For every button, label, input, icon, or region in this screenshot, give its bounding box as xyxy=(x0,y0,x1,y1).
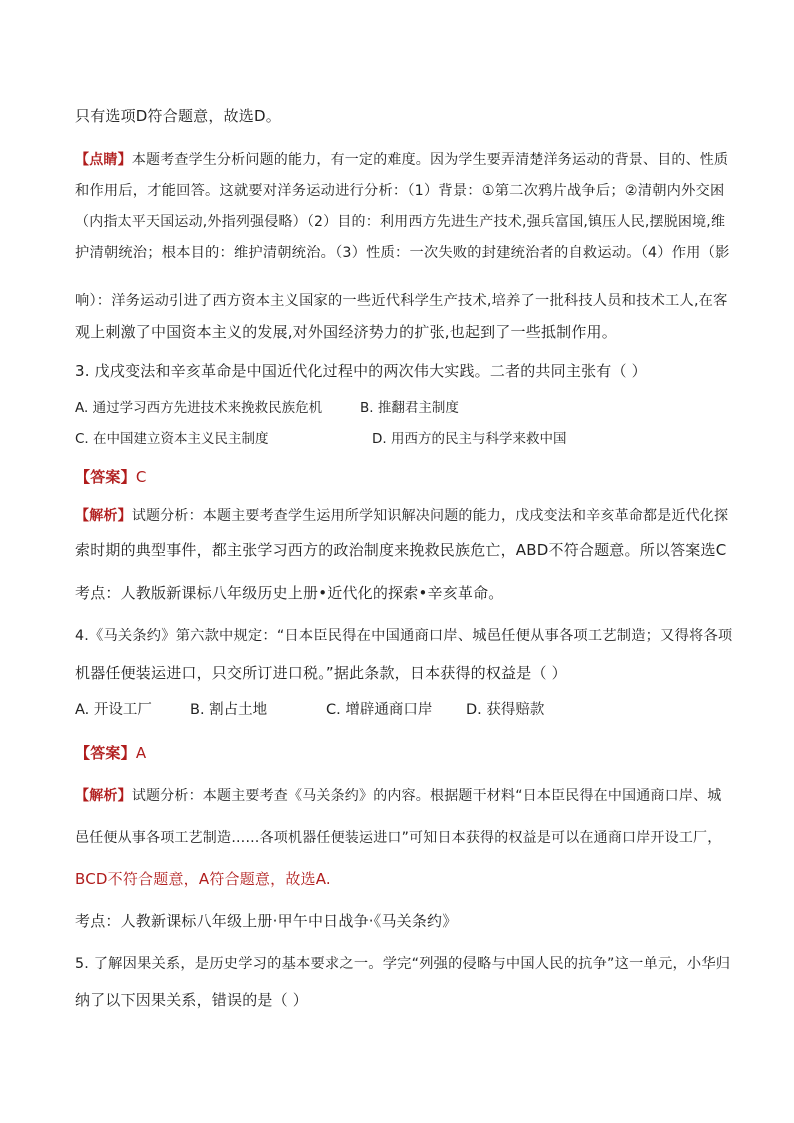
q4-option-d: D. 获得赔款 xyxy=(466,702,545,718)
q4-analysis-line-3: BCD不符合题意，A符合题意，故选A. xyxy=(75,870,331,888)
q4-stem-line-2: 机器任便装运进口，只交所订进口税。”据此条款，日本获得的权益是（ ） xyxy=(75,664,567,682)
q2-conclusion: 只有选项D符合题意，故选D。 xyxy=(75,107,281,125)
tip-tag: 【点睛】 xyxy=(75,152,132,168)
q4-point: 考点：人教新课标八年级上册·甲午中日战争·《马关条约》 xyxy=(75,912,458,930)
q4-option-a: A. 开设工厂 xyxy=(75,702,152,718)
q4-stem-line-1: 4.《马关条约》第六款中规定：“日本臣民得在中国通商口岸、城邑任便从事各项工艺制造；又得将各项 xyxy=(75,628,733,644)
q4-analysis-line-1: 【解析】试题分析：本题主要考查《马关条约》的内容。根据题干材料“日本臣民得在中国通商口岸、城 xyxy=(75,788,722,804)
q3-option-a: A. 通过学习西方先进技术来挽救民族危机 xyxy=(75,400,323,416)
q5-stem-line-1: 5. 了解因果关系，是历史学习的基本要求之一。学完“列强的侵略与中国人民的抗争”这一单元，小华归 xyxy=(75,956,731,972)
q2-tip-line-5: 响）：洋务运动引进了西方资本主义国家的一些近代科学生产技术,培养了一批科技人员和技术工人,在客 xyxy=(75,293,728,309)
q2-tip-line-3: （内指太平天国运动,外指列强侵略）（2）目的：利用西方先进生产技术,强兵富国,镇压人民,摆脱困境,维 xyxy=(75,214,726,230)
q3-stem: 3. 戊戌变法和辛亥革命是中国近代化过程中的两次伟大实践。二者的共同主张有（ ） xyxy=(75,362,647,380)
q3-analysis-line-1: 【解析】试题分析：本题主要考查学生运用所学知识解决问题的能力，戊戌变法和辛亥革命都是近代化探 xyxy=(75,508,729,524)
q3-point: 考点：人教版新课标八年级历史上册•近代化的探索•辛亥革命。 xyxy=(75,584,504,602)
q4-analysis-line-2: 邑任便从事各项工艺制造……各项机器任便装运进口”可知日本获得的权益是可以在通商口岸开设工厂， xyxy=(75,830,722,846)
q4-answer: 【答案】A xyxy=(75,744,147,762)
q5-stem-line-2: 纳了以下因果关系，错误的是（ ） xyxy=(75,991,308,1009)
q2-tip-line-1: 【点睛】本题考查学生分析问题的能力，有一定的难度。因为学生要弄清楚洋务运动的背景、目的、性质 xyxy=(75,152,729,168)
q2-tip-line-4: 护清朝统治；根本目的：维护清朝统治。（3）性质：一次失败的封建统治者的自救运动。（4）作用（影 xyxy=(75,245,730,261)
q2-tip-line-2: 和作用后，才能回答。这就要对洋务运动进行分析：（1）背景：①第二次鸦片战争后；②清朝内外交困 xyxy=(75,183,725,199)
q3-option-d: D. 用西方的民主与科学来救中国 xyxy=(372,431,567,447)
q3-option-c: C. 在中国建立资本主义民主制度 xyxy=(75,431,269,447)
q3-analysis-line-2: 索时期的典型事件，都主张学习西方的政治制度来挽救民族危亡，ABD不符合题意。所以答案选C xyxy=(75,541,727,559)
q4-option-c: C. 增辟通商口岸 xyxy=(326,702,433,718)
q3-option-b: B. 推翻君主制度 xyxy=(360,400,459,416)
q2-tip-line-6: 观上刺激了中国资本主义的发展,对外国经济势力的扩张,也起到了一些抵制作用。 xyxy=(75,323,617,341)
q3-answer: 【答案】C xyxy=(75,468,147,486)
q4-option-b: B. 割占土地 xyxy=(190,702,268,718)
